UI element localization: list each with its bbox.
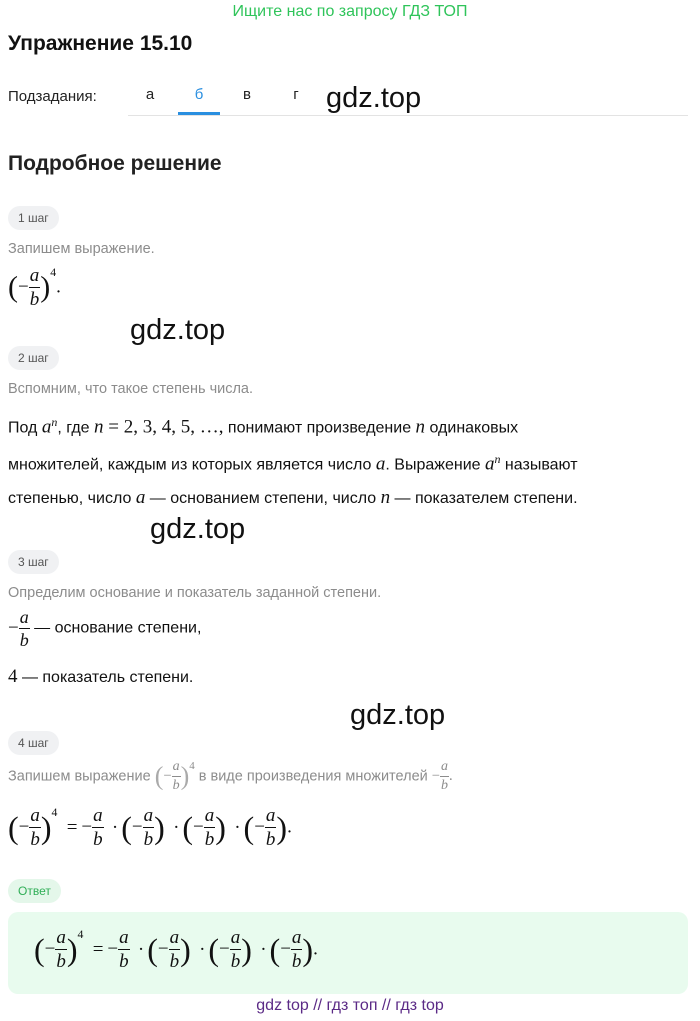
tab-v[interactable]: в bbox=[243, 86, 251, 103]
answer-badge: Ответ bbox=[8, 879, 61, 903]
step-badge: 2 шаг bbox=[8, 346, 59, 370]
paren-open: ( bbox=[8, 270, 18, 304]
fraction: $\frac{a}{b}$ bbox=[19, 607, 29, 650]
step-badge: 1 шаг bbox=[8, 206, 59, 230]
step-note: Запишем выражение (− $\frac{a}{b}$ )$^4$ в виде произведения множителей − $\frac{a}{b}$ . bbox=[8, 759, 453, 793]
step-note: Определим основание и показатель заданной степени. bbox=[8, 585, 382, 601]
answer-expression: (− $\frac{a}{b}$ )$^4$ = − $\frac{a}{b}$ ·(− $\frac{a}{b}$ ) ·(− $\frac{a}{b}$ ) ·(− $\frac{a}{b}$ ). bbox=[34, 927, 318, 972]
definition-line-2: множителей, каждым из которых является число a. Выражение $a^n$ называют bbox=[8, 452, 578, 475]
minus-sign: − bbox=[18, 276, 29, 298]
base-line: − $\frac{a}{b}$ — основание степени, bbox=[8, 607, 202, 650]
step-note: Вспомним, что такое степень числа. bbox=[8, 381, 254, 397]
promo-banner[interactable]: Ищите нас по запросу ГДЗ ТОП bbox=[232, 3, 468, 20]
exponent: 4 bbox=[50, 266, 57, 279]
definition-line-3: степенью, число a — основанием степени, число n — показателем степени. bbox=[8, 487, 578, 508]
definition-line-1: Под $a^n$, где n = 2, 3, 4, 5, …, понимают произведение n одинаковых bbox=[8, 415, 519, 438]
watermark: gdz.top bbox=[326, 82, 422, 114]
subtasks-label: Подзадания: bbox=[8, 88, 97, 105]
period: . bbox=[56, 276, 61, 298]
footer-links[interactable]: gdz top // гдз топ // гдз top bbox=[256, 997, 444, 1014]
step-note: Запишем выражение. bbox=[8, 241, 155, 257]
step4-expression: (− $\frac{a}{b}$ )$^4$ = − $\frac{a}{b}$ ·(− $\frac{a}{b}$ ) ·(− $\frac{a}{b}$ ) ·(− $\frac{a}{b}$ ). bbox=[8, 805, 292, 850]
tab-b[interactable]: б bbox=[194, 86, 204, 103]
step-badge: 4 шаг bbox=[8, 731, 59, 755]
step1-expression bbox=[8, 266, 61, 309]
watermark: gdz.top bbox=[150, 513, 246, 545]
tab-a[interactable]: а bbox=[145, 86, 155, 103]
page-title: Упражнение 15.10 bbox=[8, 32, 193, 55]
fraction: $\frac{a}{b}$ bbox=[29, 265, 40, 310]
step-badge: 3 шаг bbox=[8, 550, 59, 574]
exponent-line: 4 — показатель степени. bbox=[8, 666, 194, 687]
tab-g[interactable]: г bbox=[293, 86, 299, 103]
active-tab-indicator bbox=[178, 112, 220, 115]
watermark: gdz.top bbox=[350, 699, 446, 731]
section-title: Подробное решение bbox=[8, 152, 222, 175]
watermark: gdz.top bbox=[130, 314, 226, 346]
paren-close: ) bbox=[40, 270, 51, 304]
